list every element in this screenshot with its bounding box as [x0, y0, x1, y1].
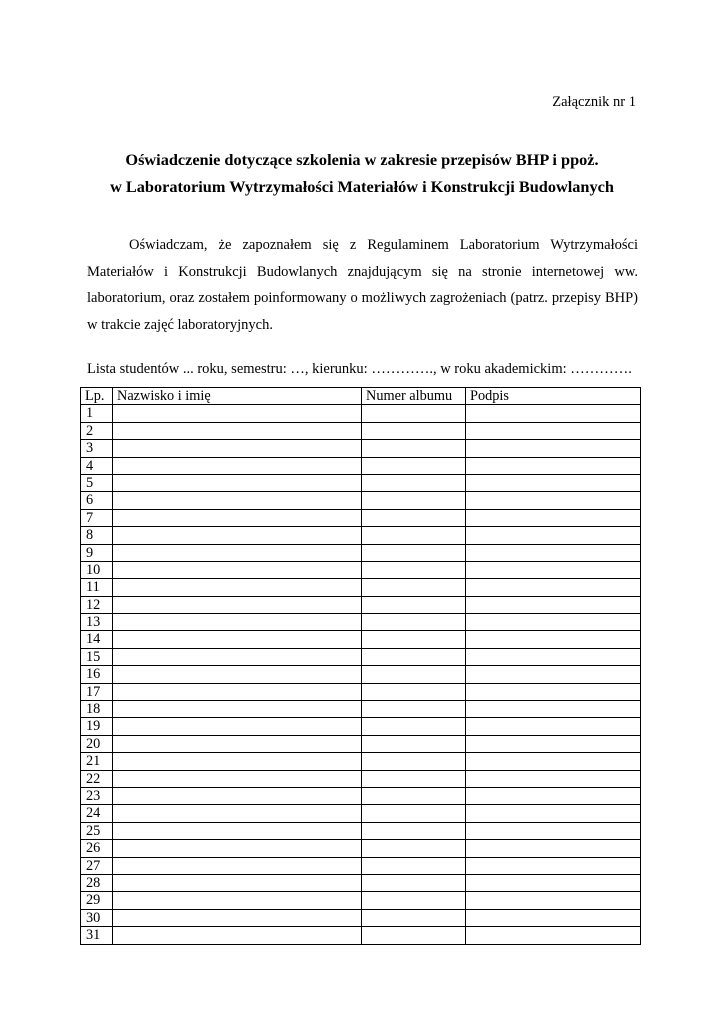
row-number: 13 [81, 614, 113, 631]
album-number-cell[interactable] [362, 422, 466, 439]
row-number: 15 [81, 648, 113, 665]
table-row [81, 892, 641, 909]
table-row [81, 405, 641, 422]
signature-cell[interactable] [466, 561, 641, 578]
table-row [81, 683, 641, 700]
row-number: 30 [81, 909, 113, 926]
signature-cell[interactable] [466, 648, 641, 665]
row-number: 26 [81, 840, 113, 857]
signature-cell[interactable] [466, 787, 641, 804]
album-number-cell[interactable] [362, 509, 466, 526]
name-cell[interactable] [113, 874, 362, 891]
album-number-cell[interactable] [362, 718, 466, 735]
row-number: 27 [81, 857, 113, 874]
album-number-cell[interactable] [362, 631, 466, 648]
table-row [81, 753, 641, 770]
table-header-row [81, 388, 641, 405]
table-row [81, 614, 641, 631]
student-list-line: Lista studentów ... roku, semestru: …, kierunku: …………., w roku akademickim: …………. [87, 361, 632, 377]
title-line-1: Oświadczenie dotyczące szkolenia w zakresie przepisów BHP i ppoż. [125, 150, 599, 169]
album-number-cell[interactable] [362, 892, 466, 909]
header-lp: Lp. [81, 388, 113, 405]
signature-cell[interactable] [466, 770, 641, 787]
row-number: 17 [81, 683, 113, 700]
signature-cell[interactable] [466, 579, 641, 596]
signature-cell[interactable] [466, 457, 641, 474]
album-number-cell[interactable] [362, 474, 466, 491]
signature-cell[interactable] [466, 753, 641, 770]
row-number: 21 [81, 753, 113, 770]
name-cell[interactable] [113, 492, 362, 509]
table-row [81, 457, 641, 474]
album-number-cell[interactable] [362, 561, 466, 578]
table-row [81, 857, 641, 874]
row-number: 18 [81, 701, 113, 718]
signature-cell[interactable] [466, 805, 641, 822]
row-number: 22 [81, 770, 113, 787]
signature-cell[interactable] [466, 874, 641, 891]
table-row [81, 840, 641, 857]
table-row [81, 509, 641, 526]
album-number-cell[interactable] [362, 614, 466, 631]
signature-cell[interactable] [466, 614, 641, 631]
row-number: 6 [81, 492, 113, 509]
album-number-cell[interactable] [362, 927, 466, 944]
signature-cell[interactable] [466, 544, 641, 561]
signature-cell[interactable] [466, 892, 641, 909]
name-cell[interactable] [113, 718, 362, 735]
table-row [81, 927, 641, 944]
name-cell[interactable] [113, 405, 362, 422]
signature-cell[interactable] [466, 509, 641, 526]
name-cell[interactable] [113, 927, 362, 944]
name-cell[interactable] [113, 596, 362, 613]
row-number: 9 [81, 544, 113, 561]
table-row [81, 527, 641, 544]
row-number: 10 [81, 561, 113, 578]
signature-cell[interactable] [466, 631, 641, 648]
name-cell[interactable] [113, 683, 362, 700]
name-cell[interactable] [113, 857, 362, 874]
name-cell[interactable] [113, 614, 362, 631]
name-cell[interactable] [113, 579, 362, 596]
table-row [81, 735, 641, 752]
name-cell[interactable] [113, 892, 362, 909]
table-row [81, 579, 641, 596]
table-row [81, 631, 641, 648]
name-cell[interactable] [113, 561, 362, 578]
album-number-cell[interactable] [362, 909, 466, 926]
table-row [81, 770, 641, 787]
album-number-cell[interactable] [362, 596, 466, 613]
album-number-cell[interactable] [362, 874, 466, 891]
header-signature: Podpis [466, 388, 641, 405]
signature-cell[interactable] [466, 596, 641, 613]
album-number-cell[interactable] [362, 457, 466, 474]
album-number-cell[interactable] [362, 840, 466, 857]
table-row [81, 474, 641, 491]
album-number-cell[interactable] [362, 822, 466, 839]
document-title [80, 146, 644, 200]
album-number-cell[interactable] [362, 735, 466, 752]
signature-cell[interactable] [466, 840, 641, 857]
row-number: 20 [81, 735, 113, 752]
table-row [81, 561, 641, 578]
name-cell[interactable] [113, 753, 362, 770]
row-number: 8 [81, 527, 113, 544]
name-cell[interactable] [113, 822, 362, 839]
row-number: 5 [81, 474, 113, 491]
name-cell[interactable] [113, 701, 362, 718]
name-cell[interactable] [113, 631, 362, 648]
row-number: 2 [81, 422, 113, 439]
album-number-cell[interactable] [362, 440, 466, 457]
name-cell[interactable] [113, 666, 362, 683]
signature-cell[interactable] [466, 909, 641, 926]
signature-cell[interactable] [466, 405, 641, 422]
name-cell[interactable] [113, 840, 362, 857]
signature-cell[interactable] [466, 683, 641, 700]
album-number-cell[interactable] [362, 805, 466, 822]
table-row [81, 909, 641, 926]
statement-text: Oświadczam, że zapoznałem się z Regulaminem Laboratorium Wytrzymałości Materiałów i Konstrukcji Budowlanych znajdującym się na stronie internetowej ww. laboratorium, oraz zostałem poinformowany o możliwych zagrożeniach (patrz. przepisy BHP) w trakcie zajęć laboratoryjnych. [87, 237, 638, 334]
name-cell[interactable] [113, 527, 362, 544]
album-number-cell[interactable] [362, 770, 466, 787]
row-number: 3 [81, 440, 113, 457]
row-number: 7 [81, 509, 113, 526]
table-row [81, 718, 641, 735]
signature-cell[interactable] [466, 857, 641, 874]
name-cell[interactable] [113, 735, 362, 752]
row-number: 1 [81, 405, 113, 422]
album-number-cell[interactable] [362, 753, 466, 770]
students-table [80, 387, 641, 945]
name-cell[interactable] [113, 770, 362, 787]
table-row [81, 596, 641, 613]
name-cell[interactable] [113, 422, 362, 439]
table-row [81, 544, 641, 561]
table-row [81, 805, 641, 822]
name-cell[interactable] [113, 457, 362, 474]
title-line-2: w Laboratorium Wytrzymałości Materiałów i Konstrukcji Budowlanych [110, 177, 614, 196]
table-row [81, 701, 641, 718]
header-album-number: Numer albumu [362, 388, 466, 405]
album-number-cell[interactable] [362, 683, 466, 700]
name-cell[interactable] [113, 509, 362, 526]
name-cell[interactable] [113, 544, 362, 561]
album-number-cell[interactable] [362, 405, 466, 422]
name-cell[interactable] [113, 787, 362, 804]
row-number: 19 [81, 718, 113, 735]
row-number: 31 [81, 927, 113, 944]
table-row [81, 666, 641, 683]
row-number: 11 [81, 579, 113, 596]
header-name: Nazwisko i imię [113, 388, 362, 405]
album-number-cell[interactable] [362, 666, 466, 683]
table-body [81, 405, 641, 944]
signature-cell[interactable] [466, 718, 641, 735]
table-row [81, 822, 641, 839]
row-number: 12 [81, 596, 113, 613]
name-cell[interactable] [113, 648, 362, 665]
album-number-cell[interactable] [362, 579, 466, 596]
signature-cell[interactable] [466, 474, 641, 491]
row-number: 25 [81, 822, 113, 839]
album-number-cell[interactable] [362, 787, 466, 804]
signature-cell[interactable] [466, 422, 641, 439]
album-number-cell[interactable] [362, 701, 466, 718]
signature-cell[interactable] [466, 701, 641, 718]
signature-cell[interactable] [466, 927, 641, 944]
album-number-cell[interactable] [362, 527, 466, 544]
album-number-cell[interactable] [362, 492, 466, 509]
row-number: 28 [81, 874, 113, 891]
signature-cell[interactable] [466, 440, 641, 457]
album-number-cell[interactable] [362, 857, 466, 874]
name-cell[interactable] [113, 440, 362, 457]
row-number: 29 [81, 892, 113, 909]
row-number: 24 [81, 805, 113, 822]
table-row [81, 440, 641, 457]
attachment-label: Załącznik nr 1 [552, 94, 636, 110]
row-number: 14 [81, 631, 113, 648]
table-row [81, 874, 641, 891]
album-number-cell[interactable] [362, 544, 466, 561]
name-cell[interactable] [113, 805, 362, 822]
name-cell[interactable] [113, 474, 362, 491]
statement-paragraph [87, 232, 638, 339]
table-row [81, 787, 641, 804]
signature-cell[interactable] [466, 492, 641, 509]
table-row [81, 492, 641, 509]
signature-cell[interactable] [466, 666, 641, 683]
row-number: 4 [81, 457, 113, 474]
signature-cell[interactable] [466, 822, 641, 839]
row-number: 16 [81, 666, 113, 683]
signature-cell[interactable] [466, 527, 641, 544]
table-row [81, 648, 641, 665]
table-row [81, 422, 641, 439]
album-number-cell[interactable] [362, 648, 466, 665]
name-cell[interactable] [113, 909, 362, 926]
row-number: 23 [81, 787, 113, 804]
signature-cell[interactable] [466, 735, 641, 752]
